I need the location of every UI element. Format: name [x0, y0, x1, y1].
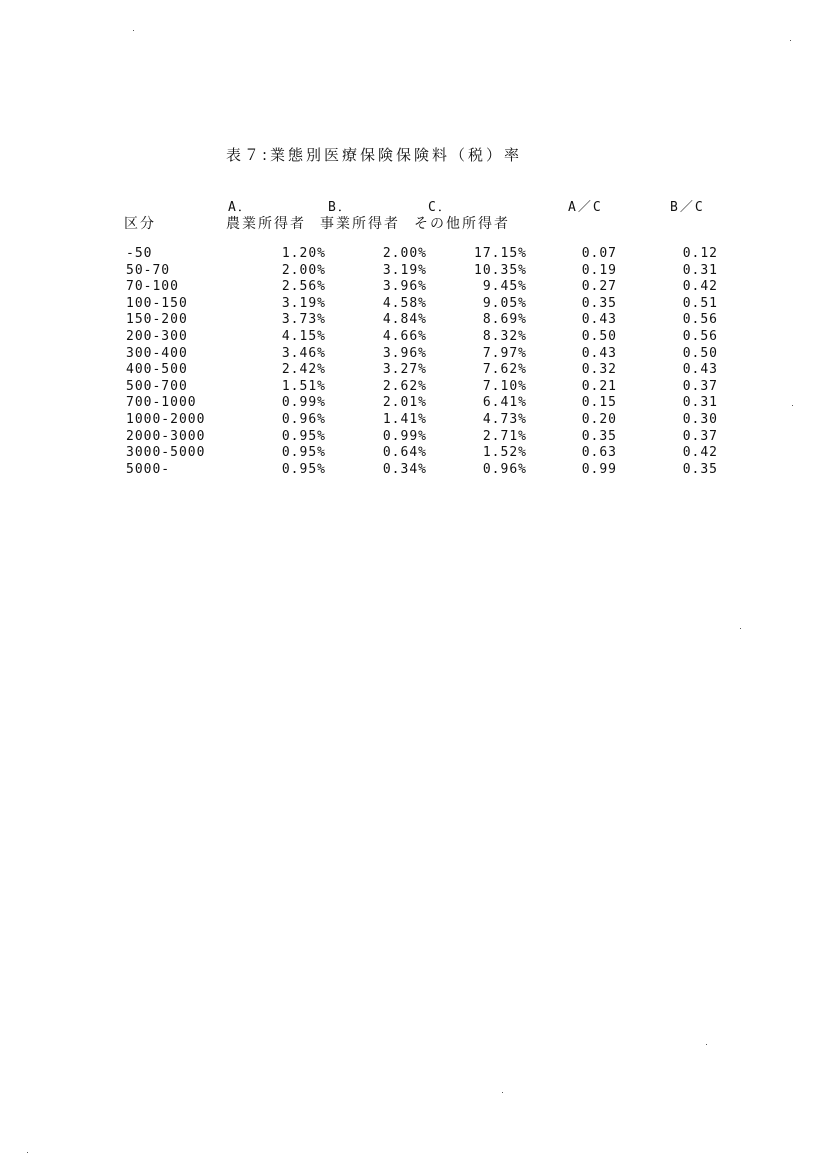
scan-speck: [792, 405, 793, 406]
header-c-letter: C．: [428, 200, 453, 215]
header-a-letter: A．: [228, 200, 253, 215]
header-a-over-c: A／C: [568, 200, 603, 215]
scan-speck: [740, 628, 741, 629]
cell-a-over-c: 0.43: [581, 345, 617, 361]
cell-a-over-c: 0.32: [581, 362, 617, 378]
row-label: 500-700: [126, 378, 188, 394]
cell-a-over-c: 0.15: [581, 395, 617, 411]
cell-b-over-c: 0.31: [682, 395, 718, 411]
cell-b-over-c: 0.12: [682, 246, 718, 261]
cell-a: 1.20%: [281, 246, 326, 261]
cell-a: 3.46%: [281, 345, 326, 361]
cell-b: 3.96%: [382, 345, 427, 361]
cell-b: 4.66%: [382, 329, 427, 344]
cell-a: 2.42%: [281, 362, 326, 378]
cell-b: 2.62%: [382, 378, 427, 394]
row-label: -50: [126, 246, 153, 261]
header-b-over-c: B／C: [670, 200, 705, 215]
cell-a-over-c: 0.19: [581, 262, 617, 278]
cell-c: 4.73%: [482, 412, 527, 427]
row-label: 3000-5000: [126, 445, 206, 461]
cell-b: 0.34%: [382, 461, 427, 477]
scan-speck: [27, 1152, 28, 1153]
cell-a: 1.51%: [281, 378, 326, 394]
cell-c: 7.10%: [482, 378, 527, 394]
cell-a: 0.99%: [281, 395, 326, 411]
cell-a-over-c: 0.35: [581, 428, 617, 444]
cell-b-over-c: 0.51: [682, 295, 718, 311]
row-label: 1000-2000: [126, 412, 206, 427]
cell-b: 2.00%: [382, 246, 427, 261]
header-a-label: 農業所得者: [226, 216, 306, 232]
header-b-label: 事業所得者: [320, 216, 400, 232]
cell-b-over-c: 0.37: [682, 428, 718, 444]
row-label: 100-150: [126, 295, 188, 311]
cell-a-over-c: 0.63: [581, 445, 617, 461]
header-category: 区分: [124, 216, 156, 232]
cell-b-over-c: 0.42: [682, 279, 718, 295]
cell-a: 4.15%: [281, 329, 326, 344]
cell-c: 7.62%: [482, 362, 527, 378]
cell-b-over-c: 0.37: [682, 378, 718, 394]
page-title: 表７:業態別医療保険保険料（税）率: [226, 146, 523, 164]
cell-b: 3.96%: [382, 279, 427, 295]
cell-a: 0.96%: [281, 412, 326, 427]
row-label: 200-300: [126, 329, 188, 344]
header-b-letter: B．: [328, 200, 353, 215]
row-label: 70-100: [126, 279, 179, 295]
row-label: 5000-: [126, 461, 171, 477]
scan-speck: [706, 1044, 707, 1045]
cell-b: 3.19%: [382, 262, 427, 278]
row-label: 400-500: [126, 362, 188, 378]
cell-a-over-c: 0.35: [581, 295, 617, 311]
cell-c: 8.69%: [482, 312, 527, 328]
cell-b-over-c: 0.42: [682, 445, 718, 461]
cell-a: 0.95%: [281, 461, 326, 477]
cell-a-over-c: 0.43: [581, 312, 617, 328]
cell-a-over-c: 0.27: [581, 279, 617, 295]
cell-c: 1.52%: [482, 445, 527, 461]
header-c-label: その他所得者: [414, 216, 510, 232]
cell-c: 10.35%: [474, 262, 527, 278]
scan-speck: [790, 40, 791, 41]
cell-b-over-c: 0.56: [682, 329, 718, 344]
row-label: 300-400: [126, 345, 188, 361]
row-label: 50-70: [126, 262, 171, 278]
cell-c: 9.45%: [482, 279, 527, 295]
cell-a: 2.00%: [281, 262, 326, 278]
cell-b: 0.99%: [382, 428, 427, 444]
cell-a: 2.56%: [281, 279, 326, 295]
cell-c: 7.97%: [482, 345, 527, 361]
cell-b-over-c: 0.30: [682, 412, 718, 427]
cell-a: 0.95%: [281, 428, 326, 444]
cell-b: 2.01%: [382, 395, 427, 411]
row-label: 700-1000: [126, 395, 197, 411]
cell-c: 8.32%: [482, 329, 527, 344]
cell-b-over-c: 0.31: [682, 262, 718, 278]
cell-a: 3.73%: [281, 312, 326, 328]
scan-speck: [502, 1092, 503, 1093]
cell-b: 3.27%: [382, 362, 427, 378]
cell-a-over-c: 0.20: [581, 412, 617, 427]
cell-c: 17.15%: [474, 246, 527, 261]
cell-b: 1.41%: [382, 412, 427, 427]
cell-b-over-c: 0.35: [682, 461, 718, 477]
cell-a: 0.95%: [281, 445, 326, 461]
cell-c: 0.96%: [482, 461, 527, 477]
cell-b-over-c: 0.50: [682, 345, 718, 361]
cell-a-over-c: 0.50: [581, 329, 617, 344]
cell-a-over-c: 0.21: [581, 378, 617, 394]
cell-a-over-c: 0.99: [581, 461, 617, 477]
row-label: 2000-3000: [126, 428, 206, 444]
cell-b-over-c: 0.56: [682, 312, 718, 328]
cell-b: 4.84%: [382, 312, 427, 328]
scan-speck: [133, 30, 134, 31]
cell-b: 0.64%: [382, 445, 427, 461]
cell-c: 2.71%: [482, 428, 527, 444]
cell-b: 4.58%: [382, 295, 427, 311]
cell-c: 9.05%: [482, 295, 527, 311]
cell-a-over-c: 0.07: [581, 246, 617, 261]
row-label: 150-200: [126, 312, 188, 328]
cell-a: 3.19%: [281, 295, 326, 311]
cell-c: 6.41%: [482, 395, 527, 411]
cell-b-over-c: 0.43: [682, 362, 718, 378]
